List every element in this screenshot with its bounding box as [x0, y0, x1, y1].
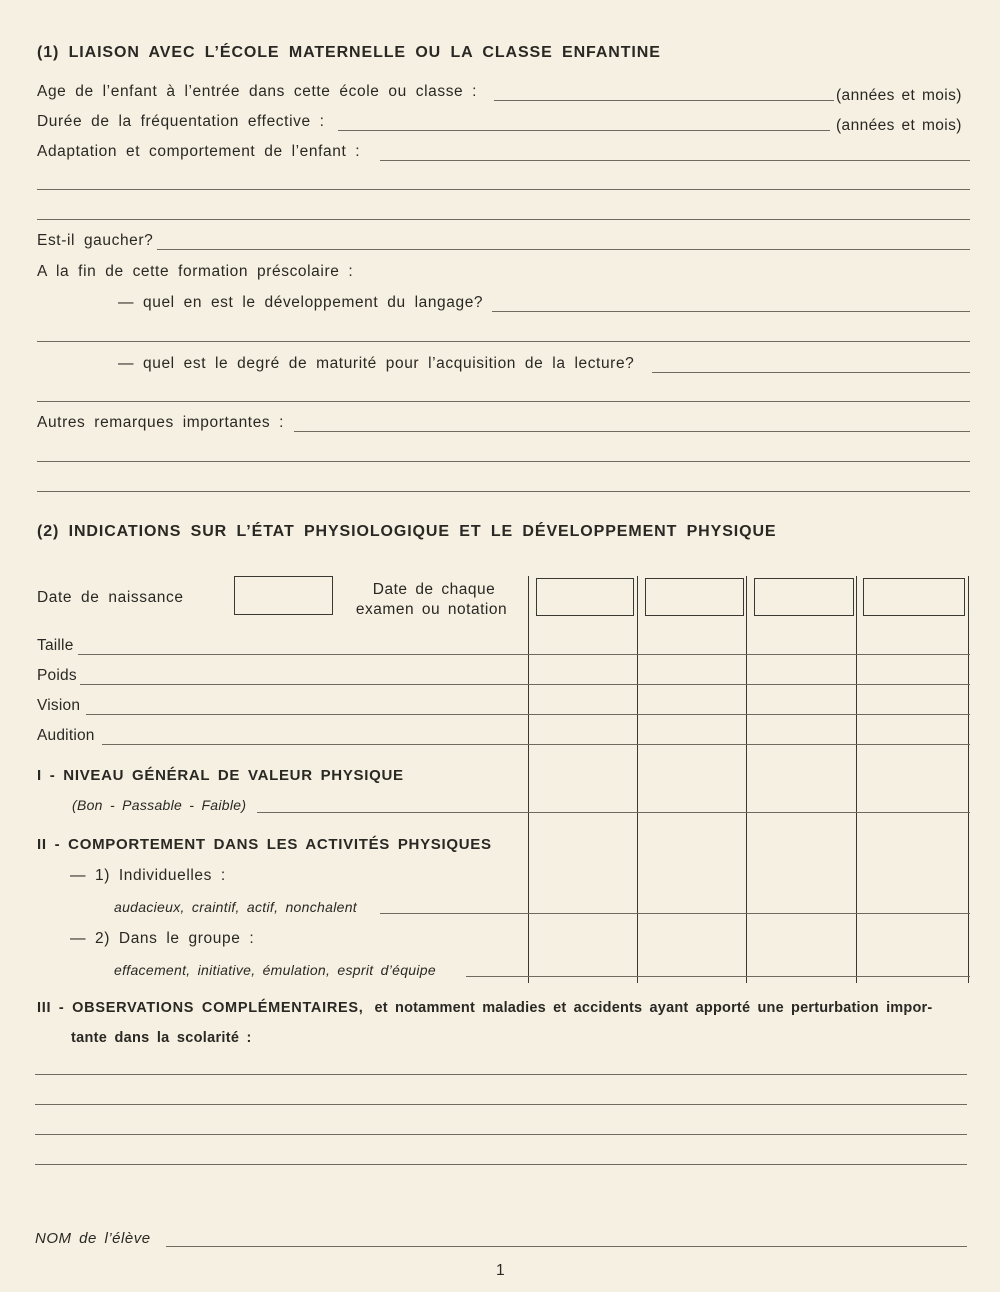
observations-rest: et notamment maladies et accidents ayant apporté une perturbation impor- — [374, 1000, 933, 1016]
langage-field-line-2[interactable] — [37, 341, 970, 342]
lecture-label: — quel est le degré de maturité pour l’acquisition de la lecture? — [118, 355, 635, 372]
column-divider-2 — [637, 576, 638, 983]
audition-label: Audition — [37, 727, 95, 744]
exam-date-box-3[interactable] — [754, 578, 854, 616]
remarques-field[interactable] — [294, 431, 970, 432]
taille-label: Taille — [37, 637, 74, 654]
age-field[interactable] — [494, 100, 834, 101]
langage-field[interactable] — [492, 311, 970, 312]
fin-formation-label: A la fin de cette formation préscolaire : — [37, 263, 354, 280]
page-number: 1 — [496, 1262, 505, 1279]
individuelles-row[interactable] — [380, 913, 970, 914]
adaptation-field-line-2[interactable] — [37, 189, 970, 190]
comportement-title: II - COMPORTEMENT DANS LES ACTIVITÉS PHYSIQUES — [37, 836, 492, 853]
section1-title: (1) LIAISON AVEC L’ÉCOLE MATERNELLE OU LA CLASSE ENFANTINE — [37, 44, 661, 61]
column-divider-4 — [856, 576, 857, 983]
exam-date-label-line1: Date de chaque — [372, 581, 496, 598]
observations-field-line-1[interactable] — [35, 1074, 967, 1075]
exam-date-box-4[interactable] — [863, 578, 965, 616]
remarques-field-line-2[interactable] — [37, 461, 970, 462]
gaucher-label: Est-il gaucher? — [37, 232, 154, 249]
langage-label: — quel en est le développement du langage? — [118, 294, 484, 311]
duree-field[interactable] — [338, 130, 830, 131]
individuelles-options: audacieux, craintif, actif, nonchalent — [114, 899, 357, 915]
taille-row[interactable] — [78, 654, 970, 655]
nom-eleve-field[interactable] — [166, 1246, 967, 1247]
section2-title: (2) INDICATIONS SUR L’ÉTAT PHYSIOLOGIQUE ET LE DÉVELOPPEMENT PHYSIQUE — [37, 523, 777, 540]
exam-date-box-2[interactable] — [645, 578, 744, 616]
nom-eleve-label: NOM de l’élève — [35, 1230, 151, 1247]
column-divider-3 — [746, 576, 747, 983]
remarques-label: Autres remarques importantes : — [37, 414, 285, 431]
individuelles-label: — 1) Individuelles : — [70, 867, 226, 884]
observations-field-line-4[interactable] — [35, 1164, 967, 1165]
duree-label: Durée de la fréquentation effective : — [37, 113, 325, 130]
gaucher-field[interactable] — [157, 249, 970, 250]
lecture-field-line-2[interactable] — [37, 401, 970, 402]
exam-date-label-line2: examen ou notation — [355, 601, 508, 618]
poids-label: Poids — [37, 667, 77, 684]
lecture-field[interactable] — [652, 372, 970, 373]
observations-field-line-2[interactable] — [35, 1104, 967, 1105]
groupe-row[interactable] — [466, 976, 970, 977]
exam-date-box-1[interactable] — [536, 578, 634, 616]
column-divider-1 — [528, 576, 529, 983]
adaptation-field-line-3[interactable] — [37, 219, 970, 220]
duree-unit: (années et mois) — [836, 117, 962, 134]
audition-row[interactable] — [102, 744, 970, 745]
vision-row[interactable] — [86, 714, 970, 715]
age-unit: (années et mois) — [836, 87, 962, 104]
column-divider-5 — [968, 576, 969, 983]
groupe-label: — 2) Dans le groupe : — [70, 930, 255, 947]
adaptation-field[interactable] — [380, 160, 970, 161]
remarques-field-line-3[interactable] — [37, 491, 970, 492]
groupe-options: effacement, initiative, émulation, esprit d’équipe — [114, 962, 436, 978]
adaptation-label: Adaptation et comportement de l’enfant : — [37, 143, 361, 160]
poids-row[interactable] — [80, 684, 970, 685]
observations-field-line-3[interactable] — [35, 1134, 967, 1135]
age-label: Age de l’enfant à l’entrée dans cette école ou classe : — [37, 83, 478, 100]
observations-line2: tante dans la scolarité : — [71, 1030, 252, 1046]
vision-label: Vision — [37, 697, 81, 714]
observations-heading — [37, 1000, 932, 1016]
niveau-options: (Bon - Passable - Faible) — [72, 797, 247, 813]
niveau-title: I - NIVEAU GÉNÉRAL DE VALEUR PHYSIQUE — [37, 767, 404, 784]
niveau-row[interactable] — [257, 812, 970, 813]
naissance-label: Date de naissance — [37, 589, 184, 606]
observations-title: III - OBSERVATIONS COMPLÉMENTAIRES, — [37, 1000, 364, 1016]
naissance-box[interactable] — [234, 576, 333, 615]
